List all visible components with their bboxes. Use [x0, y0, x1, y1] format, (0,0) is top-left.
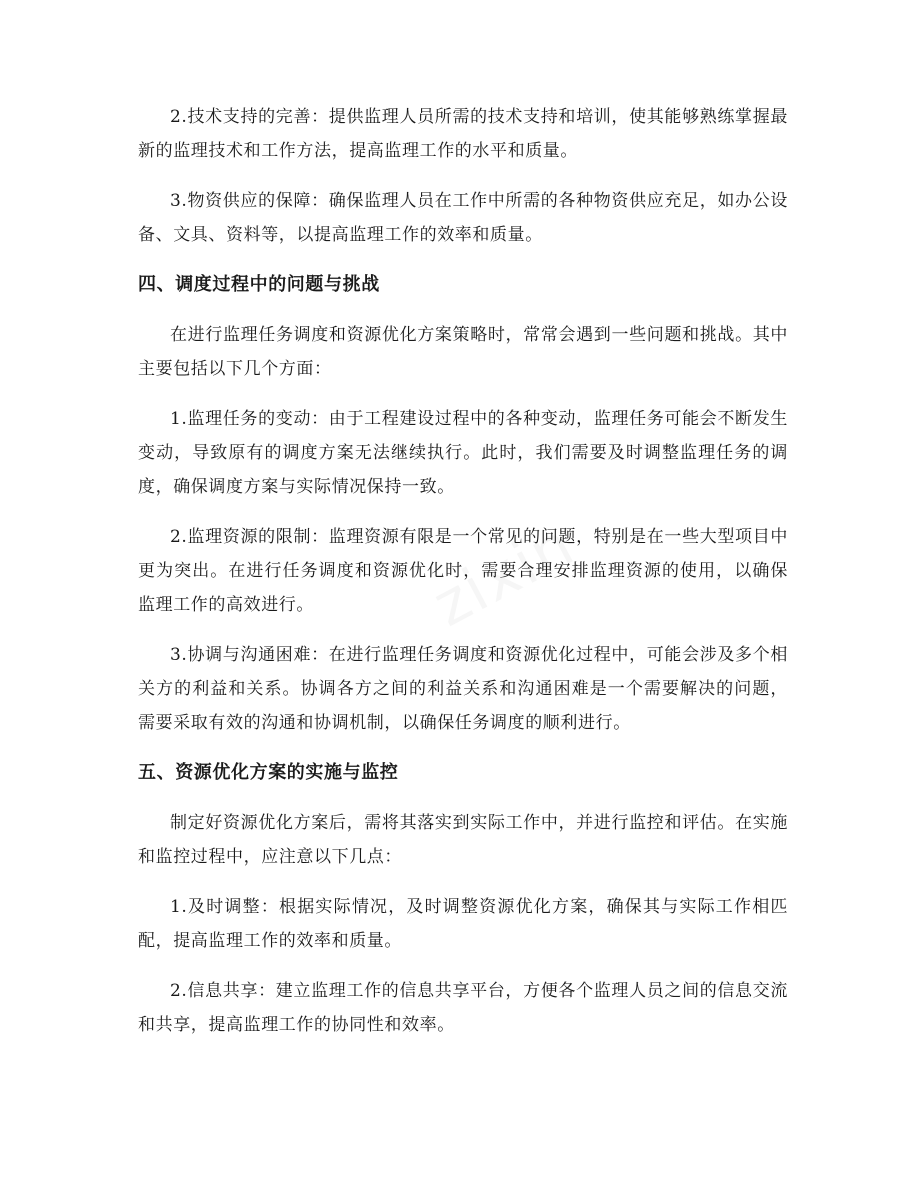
paragraph-timely-adjustment: 1.及时调整：根据实际情况，及时调整资源优化方案，确保其与实际工作相匹配，提高监理工作的效率和质量。 [138, 897, 788, 951]
paragraph-intro-implementation: 制定好资源优化方案后，需将其落实到实际工作中，并进行监控和评估。在实施和监控过程中，应注意以下几点： [138, 813, 788, 867]
paragraph-info-sharing: 2.信息共享：建立监理工作的信息共享平台，方便各个监理人员之间的信息交流和共享，提高监理工作的协同性和效率。 [138, 981, 788, 1035]
paragraph-task-changes: 1.监理任务的变动：由于工程建设过程中的各种变动，监理任务可能会不断发生变动，导致原有的调度方案无法继续执行。此时，我们需要及时调整监理任务的调度，确保调度方案与实际情况保持一致。 [138, 409, 788, 497]
paragraph-coordination: 3.协调与沟通困难：在进行监理任务调度和资源优化过程中，可能会涉及多个相关方的利益和关系。协调各方之间的利益关系和沟通困难是一个需要解决的问题，需要采取有效的沟通和协调机制，以确保任务调度的顺利进行。 [138, 645, 788, 733]
paragraph-resource-limits: 2.监理资源的限制：监理资源有限是一个常见的问题，特别是在一些大型项目中更为突出。在进行任务调度和资源优化时，需要合理安排监理资源的使用，以确保监理工作的高效进行。 [138, 527, 788, 615]
paragraph-intro-problems: 在进行监理任务调度和资源优化方案策略时，常常会遇到一些问题和挑战。其中主要包括以下几个方面： [138, 325, 788, 379]
section-heading-5: 五、资源优化方案的实施与监控 [138, 762, 399, 783]
document-page [138, 100, 788, 1058]
section-heading-4: 四、调度过程中的问题与挑战 [138, 274, 380, 295]
paragraph-material-supply: 3.物资供应的保障：确保监理人员在工作中所需的各种物资供应充足，如办公设备、文具、资料等，以提高监理工作的效率和质量。 [138, 191, 788, 245]
paragraph-tech-support: 2.技术支持的完善：提供监理人员所需的技术支持和培训，使其能够熟练掌握最新的监理技术和工作方法，提高监理工作的水平和质量。 [138, 107, 788, 161]
